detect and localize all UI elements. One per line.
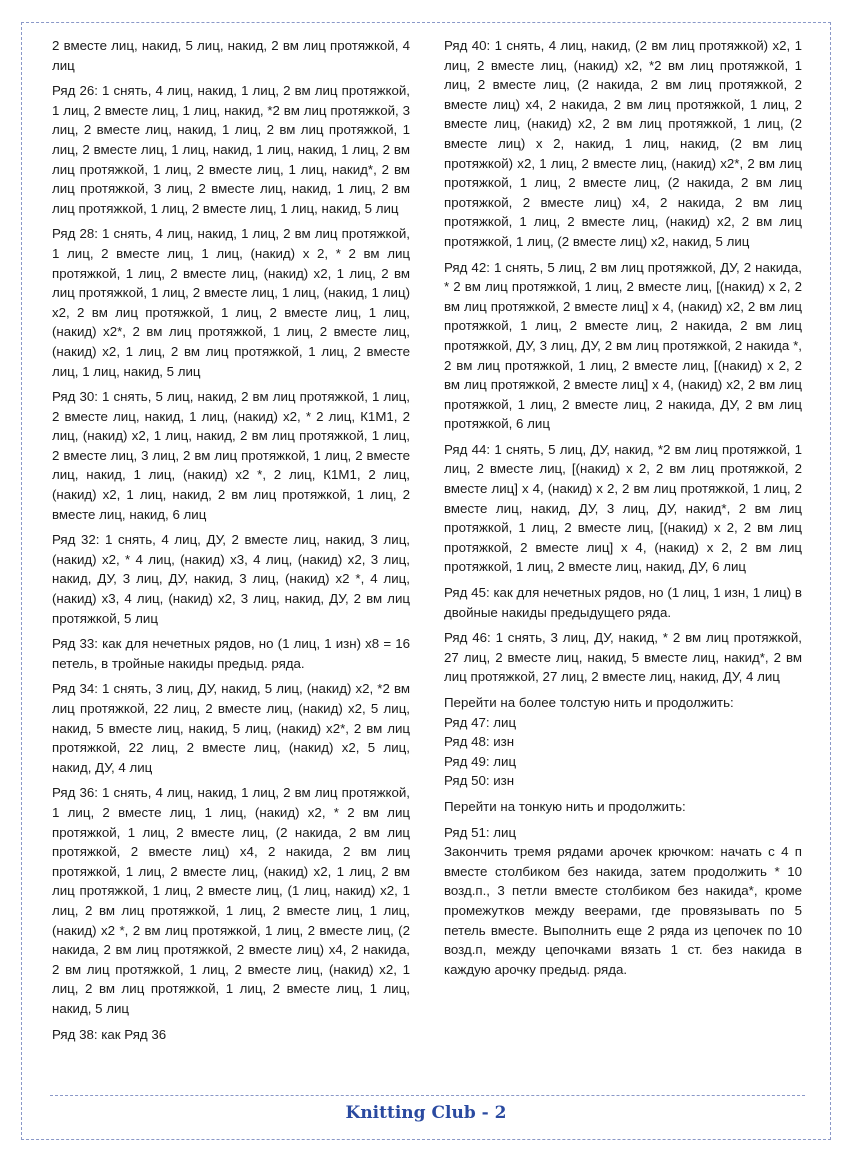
footer-title: Knitting Club - 2 — [345, 1103, 507, 1123]
left-column — [52, 36, 410, 1050]
paragraph-row-44: Ряд 44: 1 снять, 5 лиц, ДУ, накид, *2 вм лиц протяжкой, 1 лиц, 2 вместе лиц, [(накид) х 2, 2 вм лиц протяжкой, 2 вместе лиц] х 4, (накид) х 2, 2 вм лиц протяжкой, 1 лиц, 2 вместе лиц, накид, ДУ, 3 лиц, ДУ, накид*, 2 вм лиц протяжкой, 1 лиц, 2 вместе лиц, [(накид) х 2, 2 вм лиц протяжкой, 2 вместе лиц] х 4, (накид) х 2, 2 вм лиц протяжкой, 1 лиц, 2 вместе лиц, накид, ДУ, 6 лиц — [444, 441, 802, 575]
paragraph: 2 вместе лиц, накид, 5 лиц, накид, 2 вм лиц протяжкой, 4 лиц — [52, 38, 410, 73]
instruction-thin-yarn: Перейти на тонкую нить и продолжить: — [444, 798, 686, 814]
paragraph-row-38: Ряд 38: как Ряд 36 — [52, 1026, 167, 1042]
paragraph-row-51: Ряд 51: лиц — [444, 824, 517, 840]
footer-divider — [50, 1095, 805, 1096]
paragraph-row-40: Ряд 40: 1 снять, 4 лиц, накид, (2 вм лиц протяжкой) х2, 1 лиц, 2 вместе лиц, (накид) х2, *2 вм лиц протяжкой, 1 лиц, 2 вместе лиц, (2 накида, 2 вм лиц протяжкой, 2 вместе лиц) х4, 2 накида, 2 вм лиц протяжкой, 1 лиц, 2 вместе лиц, (накид) х2, 2 вм лиц протяжкой, 1 лиц, (2 вместе лиц) х 2, накид, 1 лиц, накид, (2 вм лиц протяжкой) х2, 1 лиц, 2 вместе лиц, (накид) х2*, 2 вм лиц протяжкой, 1 лиц, 2 вместе лиц, (2 накида, 2 вм лиц протяжкой, 2 вместе лиц) х4, 2 накида, 2 вм лиц протяжкой, 1 лиц, 2 вместе лиц, (накид) х2, 2 вм лиц протяжкой, 1 лиц, (2 вместе лиц) х2, накид, 5 лиц — [444, 38, 802, 249]
paragraph-row-26: Ряд 26: 1 снять, 4 лиц, накид, 1 лиц, 2 вм лиц протяжкой, 1 лиц, 2 вместе лиц, 1 лиц, накид, *2 вм лиц протяжкой, 3 лиц, 2 вместе лиц, накид, 1 лиц, 2 вм лиц протяжкой, 1 лиц, 2 вместе лиц, 1 лиц, накид, 1 лиц, накид, 1 лиц, 2 вм лиц протяжкой, 1 лиц, 2 вместе лиц, 1 лиц, накид*, 2 вм лиц протяжкой, 3 лиц, 2 вместе лиц, накид, 1 лиц, 2 вм лиц протяжкой, 1 лиц, 2 вместе лиц, 1 лиц, накид, 5 лиц — [52, 83, 410, 216]
right-column — [444, 36, 802, 985]
instruction-thick-yarn: Перейти на более толстую нить и продолжить: — [444, 695, 734, 710]
paragraph-row-32: Ряд 32: 1 снять, 4 лиц, ДУ, 2 вместе лиц, накид, 3 лиц, (накид) х2, * 4 лиц, (накид) х3, 4 лиц, (накид) х2, 3 лиц, накид, ДУ, 3 лиц, ДУ, накид, 3 лиц, (накид) х2 *, 4 лиц, (накид) х3, 4 лиц, (накид) х2, 3 лиц, накид, ДУ, 2 вм лиц протяжкой, 5 лиц — [52, 532, 410, 626]
paragraph-row-33: Ряд 33: как для нечетных рядов, но (1 лиц, 1 изн) х8 = 16 петель, в тройные накиды предыд. ряда. — [52, 636, 410, 671]
paragraph-row-28: Ряд 28: 1 снять, 4 лиц, накид, 1 лиц, 2 вм лиц протяжкой, 1 лиц, 2 вместе лиц, 1 лиц, (накид) х 2, * 2 вм лиц протяжкой, 1 лиц, 2 вместе лиц, (накид) х2, 1 лиц, 2 вм лиц протяжкой, 1 лиц, 2 вместе лиц, 1 лиц, (накид, 1 лиц) х2, 2 вм лиц протяжкой, 1 лиц, 2 вместе лиц, 1 лиц, (накид) х2*, 2 вм лиц протяжкой, 1 лиц, 2 вместе лиц, (накид) х2, 1 лиц, 2 вм лиц протяжкой, 1 лиц, 2 вместе лиц, 1 лиц, накид, 5 лиц — [52, 226, 410, 379]
paragraph-row-45: Ряд 45: как для нечетных рядов, но (1 лиц, 1 изн, 1 лиц) в двойные накиды предыдущего ряда. — [444, 585, 802, 620]
paragraph-row-46: Ряд 46: 1 снять, 3 лиц, ДУ, накид, * 2 вм лиц протяжкой, 27 лиц, 2 вместе лиц, накид, 5 вместе лиц, накид*, 2 вм лиц протяжкой, 27 лиц, 2 вместе лиц, накид, ДУ, 4 лиц — [444, 630, 802, 685]
paragraph-row-49: Ряд 49: лиц — [444, 753, 517, 769]
paragraph-row-36: Ряд 36: 1 снять, 4 лиц, накид, 1 лиц, 2 вм лиц протяжкой, 1 лиц, 2 вместе лиц, 1 лиц, (накид) х2, * 2 вм лиц протяжкой, 1 лиц, 2 вместе лиц, (2 накида, 2 вм лиц протяжкой, 2 вместе лиц) х4, 2 накида, 2 вм лиц протяжкой, 1 лиц, 2 вместе лиц, (накид) х2, 1 лиц, 2 вм лиц протяжкой, 1 лиц, 2 вместе лиц, (1 лиц, накид) х2, 1 лиц, 2 вм лиц протяжкой, 1 лиц, 2 вместе лиц, 1 лиц, (накид) х2 *, 2 вм лиц протяжкой, 1 лиц, 2 вместе лиц, (2 накида, 2 вм лиц протяжкой, 2 вместе лиц) х4, 2 накида, 2 вм лиц протяжкой, 1 лиц, 2 вместе лиц, (накид) х2, 1 лиц, 2 вм лиц протяжкой, 1 лиц, 2 вместе лиц, 1 лиц, накид, 5 лиц — [52, 785, 410, 1016]
paragraph-row-47: Ряд 47: лиц — [444, 714, 517, 730]
paragraph-row-34: Ряд 34: 1 снять, 3 лиц, ДУ, накид, 5 лиц, (накид) х2, *2 вм лиц протяжкой, 22 лиц, 2 вместе лиц, (накид) х2, 5 лиц, накид, 5 вместе лиц, накид, 5 лиц, (накид) х2*, 2 вм лиц протяжкой, 22 лиц, 2 вместе лиц, (накид) х2, 5 лиц, накид, ДУ, 4 лиц — [52, 681, 410, 775]
paragraph-row-42: Ряд 42: 1 снять, 5 лиц, 2 вм лиц протяжкой, ДУ, 2 накида, * 2 вм лиц протяжкой, 1 лиц, 2 вместе лиц, [(накид) х 2, 2 вм лиц протяжкой, 2 вместе лиц] х 4, (накид) х2, 2 вм лиц протяжкой, 1 лиц, 2 вместе лиц, 2 накида, 2 вм лиц протяжкой, ДУ, 3 лиц, ДУ, 2 вм лиц протяжкой, 2 накида *, 2 вм лиц протяжкой, 1 лиц, 2 вместе лиц, [(накид) х 2, 2 вм лиц протяжкой, 2 вместе лиц] х 4, (накид) х2, 2 вм лиц протяжкой, 1 лиц, 2 вместе лиц, 2 накида, ДУ, 2 вм лиц протяжкой, 6 лиц — [444, 259, 802, 432]
paragraph-finishing: Закончить тремя рядами арочек крючком: начать с 4 п вместе столбиком без накида, затем продолжить * 10 возд.п., 3 петли вместе столбиком без накида*, кроме промежутков между веерами, где провязывать по 5 петель вместе. Выполнить еще 2 ряда из цепочек по 10 возд.п, между цепочками вязать 1 ст. без накида в каждую арочку предыд. ряда. — [444, 844, 802, 977]
paragraph-row-50: Ряд 50: изн — [444, 773, 515, 789]
paragraph-row-48: Ряд 48: изн — [444, 734, 515, 750]
paragraph-row-30: Ряд 30: 1 снять, 5 лиц, накид, 2 вм лиц протяжкой, 1 лиц, 2 вместе лиц, накид, 1 лиц, (накид) х2, * 2 лиц, К1М1, 2 лиц, (накид) х2, 1 лиц, накид, 2 вм лиц протяжкой, 1 лиц, 2 вместе лиц, 3 лиц, 2 вм лиц протяжкой, 1 лиц, 2 вместе лиц, накид, 1 лиц, (накид) х2 *, 2 лиц, К1М1, 2 лиц, (накид) х2, 1 лиц, накид, 2 вм лиц протяжкой, 1 лиц, 2 вместе лиц, накид, 6 лиц — [52, 389, 410, 522]
